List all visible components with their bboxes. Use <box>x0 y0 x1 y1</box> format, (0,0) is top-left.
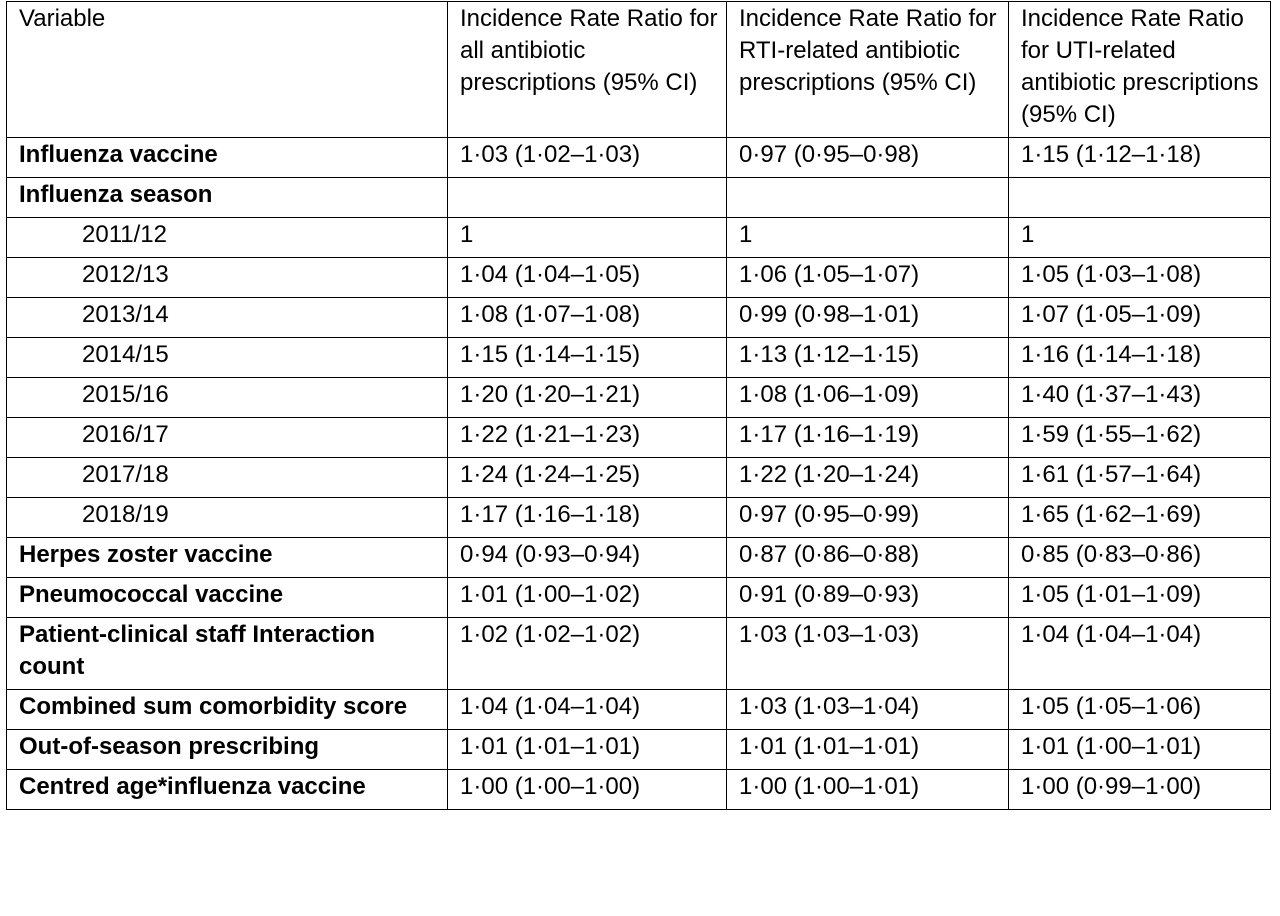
cell-irr-uti: 1·15 (1·12–1·18) <box>1009 138 1271 178</box>
cell-irr-rti: 1·22 (1·20–1·24) <box>727 458 1009 498</box>
cell-irr-all: 1·02 (1·02–1·02) <box>448 618 727 690</box>
row-label: Patient-clinical staff Interaction count <box>7 618 448 690</box>
row-label: Influenza season <box>7 178 448 218</box>
table-row <box>7 538 1271 578</box>
table-row <box>7 138 1271 178</box>
cell-irr-all: 1·01 (1·00–1·02) <box>448 578 727 618</box>
cell-irr-uti: 1·61 (1·57–1·64) <box>1009 458 1271 498</box>
cell-irr-uti: 1·05 (1·05–1·06) <box>1009 690 1271 730</box>
cell-irr-rti: 0·99 (0·98–1·01) <box>727 298 1009 338</box>
row-label: Pneumococcal vaccine <box>7 578 448 618</box>
cell-irr-uti: 1 <box>1009 218 1271 258</box>
row-label: 2016/17 <box>7 418 448 458</box>
cell-irr-all: 1·01 (1·01–1·01) <box>448 730 727 770</box>
cell-irr-uti: 1·40 (1·37–1·43) <box>1009 378 1271 418</box>
table-row <box>7 418 1271 458</box>
cell-irr-rti: 1·00 (1·00–1·01) <box>727 770 1009 810</box>
cell-irr-all: 1·20 (1·20–1·21) <box>448 378 727 418</box>
cell-irr-all: 1·24 (1·24–1·25) <box>448 458 727 498</box>
cell-irr-uti: 1·05 (1·03–1·08) <box>1009 258 1271 298</box>
row-label: Herpes zoster vaccine <box>7 538 448 578</box>
row-label: 2013/14 <box>7 298 448 338</box>
cell-irr-uti: 1·16 (1·14–1·18) <box>1009 338 1271 378</box>
table-row <box>7 458 1271 498</box>
header-irr-rti: Incidence Rate Ratio for RTI-related antibiotic prescriptions (95% CI) <box>727 2 1009 138</box>
cell-irr-rti <box>727 178 1009 218</box>
cell-irr-rti: 1·03 (1·03–1·04) <box>727 690 1009 730</box>
header-row <box>7 2 1271 138</box>
row-label: 2014/15 <box>7 338 448 378</box>
cell-irr-uti: 1·59 (1·55–1·62) <box>1009 418 1271 458</box>
table-row <box>7 690 1271 730</box>
table-row <box>7 618 1271 690</box>
row-label: Combined sum comorbidity score <box>7 690 448 730</box>
cell-irr-rti: 0·87 (0·86–0·88) <box>727 538 1009 578</box>
row-label: Out-of-season prescribing <box>7 730 448 770</box>
cell-irr-all: 1·03 (1·02–1·03) <box>448 138 727 178</box>
cell-irr-uti: 1·04 (1·04–1·04) <box>1009 618 1271 690</box>
cell-irr-uti: 1·07 (1·05–1·09) <box>1009 298 1271 338</box>
cell-irr-rti: 0·97 (0·95–0·99) <box>727 498 1009 538</box>
cell-irr-rti: 1·06 (1·05–1·07) <box>727 258 1009 298</box>
header-irr-uti: Incidence Rate Ratio for UTI-related antibiotic prescriptions (95% CI) <box>1009 2 1271 138</box>
cell-irr-uti: 0·85 (0·83–0·86) <box>1009 538 1271 578</box>
cell-irr-rti: 1·17 (1·16–1·19) <box>727 418 1009 458</box>
table-row <box>7 178 1271 218</box>
row-label: 2015/16 <box>7 378 448 418</box>
row-label: 2011/12 <box>7 218 448 258</box>
table-row <box>7 378 1271 418</box>
table-row <box>7 498 1271 538</box>
row-label: 2018/19 <box>7 498 448 538</box>
cell-irr-rti: 1 <box>727 218 1009 258</box>
table-row <box>7 770 1271 810</box>
cell-irr-uti: 1·01 (1·00–1·01) <box>1009 730 1271 770</box>
cell-irr-uti: 1·65 (1·62–1·69) <box>1009 498 1271 538</box>
table-row <box>7 338 1271 378</box>
cell-irr-all: 1·04 (1·04–1·04) <box>448 690 727 730</box>
cell-irr-all: 1·08 (1·07–1·08) <box>448 298 727 338</box>
cell-irr-rti: 1·01 (1·01–1·01) <box>727 730 1009 770</box>
cell-irr-all: 1·00 (1·00–1·00) <box>448 770 727 810</box>
cell-irr-all: 1 <box>448 218 727 258</box>
cell-irr-uti: 1·05 (1·01–1·09) <box>1009 578 1271 618</box>
row-label: Centred age*influenza vaccine <box>7 770 448 810</box>
cell-irr-all: 1·15 (1·14–1·15) <box>448 338 727 378</box>
cell-irr-rti: 1·03 (1·03–1·03) <box>727 618 1009 690</box>
cell-irr-all <box>448 178 727 218</box>
header-variable: Variable <box>7 2 448 138</box>
cell-irr-rti: 0·97 (0·95–0·98) <box>727 138 1009 178</box>
cell-irr-rti: 1·13 (1·12–1·15) <box>727 338 1009 378</box>
cell-irr-rti: 1·08 (1·06–1·09) <box>727 378 1009 418</box>
row-label: 2017/18 <box>7 458 448 498</box>
cell-irr-all: 1·22 (1·21–1·23) <box>448 418 727 458</box>
cell-irr-all: 0·94 (0·93–0·94) <box>448 538 727 578</box>
header-irr-all: Incidence Rate Ratio for all antibiotic prescriptions (95% CI) <box>448 2 727 138</box>
cell-irr-all: 1·04 (1·04–1·05) <box>448 258 727 298</box>
cell-irr-all: 1·17 (1·16–1·18) <box>448 498 727 538</box>
table-row <box>7 218 1271 258</box>
table-row <box>7 258 1271 298</box>
cell-irr-rti: 0·91 (0·89–0·93) <box>727 578 1009 618</box>
row-label: Influenza vaccine <box>7 138 448 178</box>
table-row <box>7 298 1271 338</box>
table-row <box>7 578 1271 618</box>
cell-irr-uti <box>1009 178 1271 218</box>
table-row <box>7 730 1271 770</box>
results-table <box>6 1 1271 810</box>
cell-irr-uti: 1·00 (0·99–1·00) <box>1009 770 1271 810</box>
row-label: 2012/13 <box>7 258 448 298</box>
